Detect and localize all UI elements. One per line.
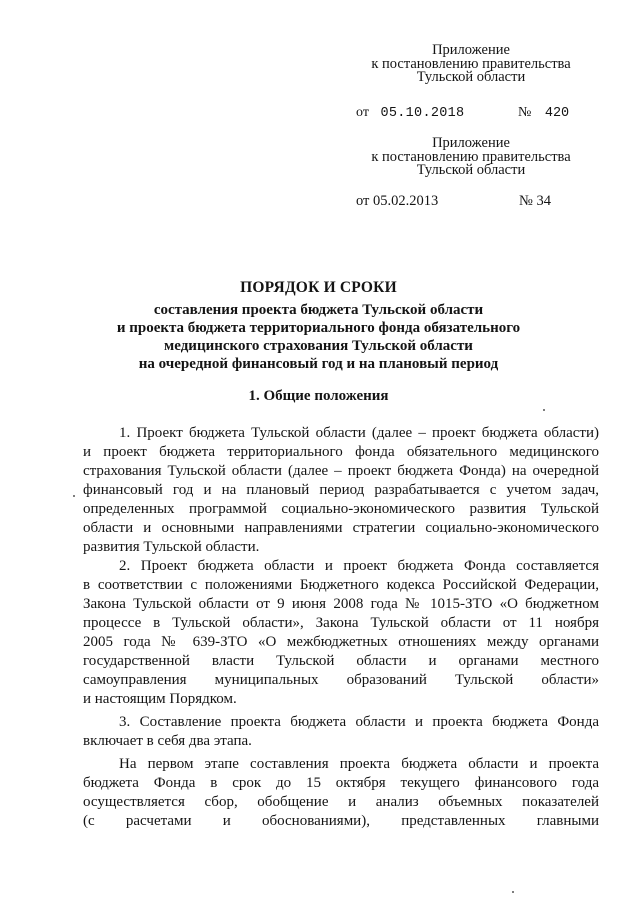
number-value: 420 xyxy=(544,106,570,121)
body-line: области и основными направлениями стратегии социально-экономического xyxy=(83,520,599,536)
attachment-decree-line: к постановлению правительства xyxy=(371,148,571,165)
attachment-decree-line: к постановлению правительства xyxy=(371,55,571,72)
body-line: Закона Тульской области от 9 июня 2008 года № 1015-ЗТО «О бюджетном xyxy=(83,596,599,612)
body-line: финансовый год и на плановый период разрабатывается с учетом задач, xyxy=(83,482,599,498)
section-heading: 1. Общие положения xyxy=(248,388,389,404)
attachment-region-line: Тульской области xyxy=(416,162,526,178)
body-line: в соответствии с положениями Бюджетного кодекса Российской Федерации, xyxy=(83,577,599,593)
attachment-current-number xyxy=(518,105,569,121)
body-line: 1. Проект бюджета Тульской области (далее – проект бюджета области) xyxy=(119,425,599,441)
number-prefix: № xyxy=(518,105,532,120)
document-subtitle-line: составления проекта бюджета Тульской области xyxy=(153,302,484,318)
attachment-label: Приложение xyxy=(432,42,510,58)
date-prefix: от xyxy=(356,105,369,120)
body-line: определенных программой социально-экономического развития Тульской xyxy=(83,501,599,517)
body-line: государственной власти Тульской области и органами местного xyxy=(83,653,599,669)
document-subtitle-line: и проекта бюджета территориального фонда обязательного xyxy=(116,320,521,336)
scan-speck xyxy=(543,409,545,411)
document-title: ПОРЯДОК И СРОКИ xyxy=(240,279,397,296)
attachment-original-number: № 34 xyxy=(519,193,551,209)
attachment-label: Приложение xyxy=(432,135,510,151)
attachment-current-header xyxy=(356,44,586,85)
date-value: 05.10.2018 xyxy=(380,106,465,121)
scan-speck xyxy=(73,495,75,497)
attachment-region-line: Тульской области xyxy=(416,69,526,85)
body-line: и проект бюджета территориального фонда обязательного медицинского xyxy=(83,444,599,460)
document-subtitle-line: на очередной финансовый год и на плановый период xyxy=(138,356,499,372)
body-line: и настоящим Порядком. xyxy=(83,691,237,707)
body-line: На первом этапе составления проекта бюджета области и проекта xyxy=(119,756,599,772)
body-line: бюджета Фонда в срок до 15 октября текущего финансового года xyxy=(83,775,599,791)
body-line: развития Тульской области. xyxy=(83,539,260,555)
attachment-current-date xyxy=(356,105,464,121)
attachment-original-date: от 05.02.2013 xyxy=(356,193,439,209)
body-line: включает в себя два этапа. xyxy=(83,733,252,749)
body-line: 2005 года № 639-ЗТО «О межбюджетных отношениях между органами xyxy=(83,634,599,650)
body-line: самоуправления муниципальных образований Тульской области» xyxy=(83,672,599,688)
body-line: 3. Составление проекта бюджета области и проекта бюджета Фонда xyxy=(119,714,599,730)
body-line: (с расчетами и обоснованиями), представленных главными xyxy=(83,813,599,829)
body-line: процессе в Тульской области», Закона Тульской области от 11 ноября xyxy=(83,615,599,631)
body-line: осуществляется сбор, обобщение и анализ объемных показателей xyxy=(83,794,599,810)
attachment-original-header xyxy=(356,137,586,178)
document-subtitle-line: медицинского страхования Тульской области xyxy=(164,338,473,354)
body-line: 2. Проект бюджета области и проект бюджета Фонда составляется xyxy=(119,558,599,574)
body-line: страхования Тульской области (далее – проект бюджета Фонда) на очередной xyxy=(83,463,599,479)
scan-speck xyxy=(512,891,514,893)
